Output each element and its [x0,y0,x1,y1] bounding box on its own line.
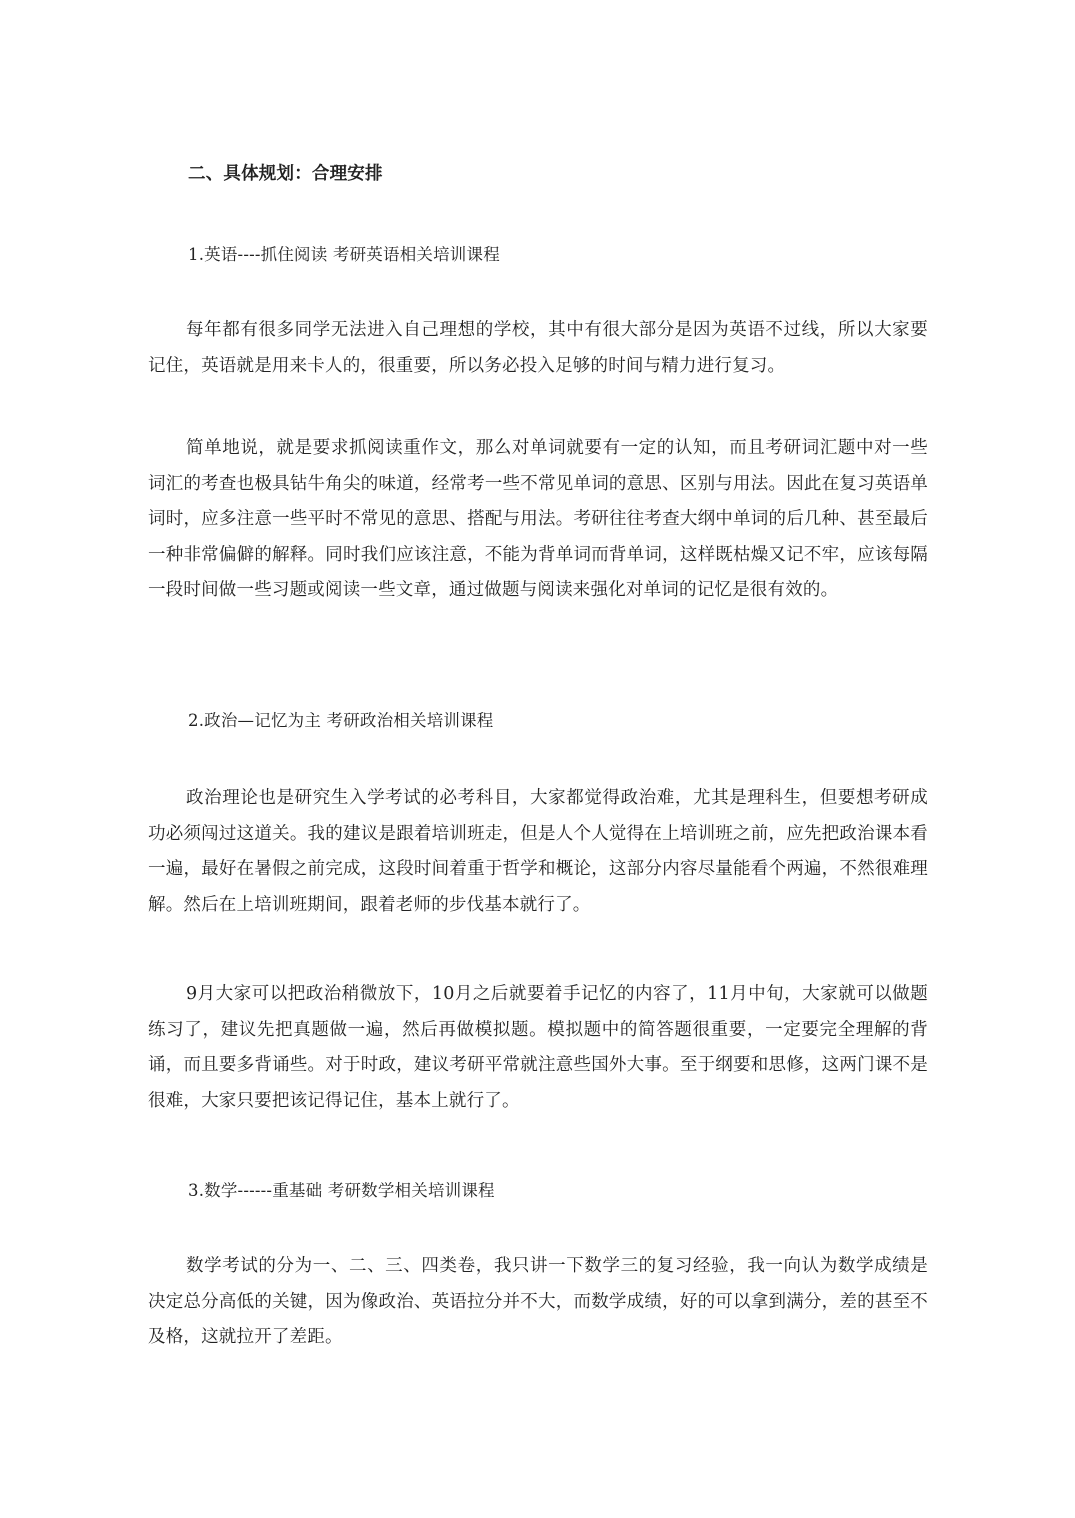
english-paragraph-1: 每年都有很多同学无法进入自己理想的学校，其中有很大部分是因为英语不过线，所以大家要记住，英语就是用来卡人的，很重要，所以务必投入足够的时间与精力进行复习。 [148,320,928,376]
english-paragraph-2: 简单地说，就是要求抓阅读重作文，那么对单词就要有一定的认知，而且考研词汇题中对一些词汇的考查也极具钻牛角尖的味道，经常考一些不常见单词的意思、区别与用法。因此在复习英语单词时，应多注意一些平时不常见的意思、搭配与用法。考研往往考查大纲中单词的后几种、甚至最后一种非常偏僻的解释。同时我们应该注意，不能为背单词而背单词，这样既枯燥又记不牢，应该每隔一段时间做一些习题或阅读一些文章，通过做题与阅读来强化对单词的记忆是很有效的。 [148,438,928,600]
politics-paragraph-1: 政治理论也是研究生入学考试的必考科目，大家都觉得政治难，尤其是理科生，但要想考研成功必须闯过这道关。我的建议是跟着培训班走，但是人个人觉得在上培训班之前，应先把政治课本看一遍，最好在暑假之前完成，这段时间着重于哲学和概论，这部分内容尽量能看个两遍，不然很难理解。然后在上培训班期间，跟着老师的步伐基本就行了。 [148,788,928,915]
math-paragraph-1: 数学考试的分为一、二、三、四类卷，我只讲一下数学三的复习经验，我一向认为数学成绩是决定总分高低的关键，因为像政治、英语拉分并不大，而数学成绩，好的可以拿到满分，差的甚至不及格，这就拉开了差距。 [148,1256,928,1347]
section-heading: 二、具体规划：合理安排 [188,164,383,184]
math-subheading: 3.数学------重基础 考研数学相关培训课程 [188,1181,495,1200]
english-subheading: 1.英语----抓住阅读 考研英语相关培训课程 [188,245,500,264]
politics-paragraph-2: 9月大家可以把政治稍微放下，10月之后就要着手记忆的内容了，11月中旬，大家就可以做题练习了，建议先把真题做一遍，然后再做模拟题。模拟题中的简答题很重要，一定要完全理解的背诵，而且要多背诵些。对于时政，建议考研平常就注意些国外大事。至于纲要和思修，这两门课不是很难，大家只要把该记得记住，基本上就行了。 [148,984,928,1111]
politics-subheading: 2.政治—记忆为主 考研政治相关培训课程 [188,711,494,730]
